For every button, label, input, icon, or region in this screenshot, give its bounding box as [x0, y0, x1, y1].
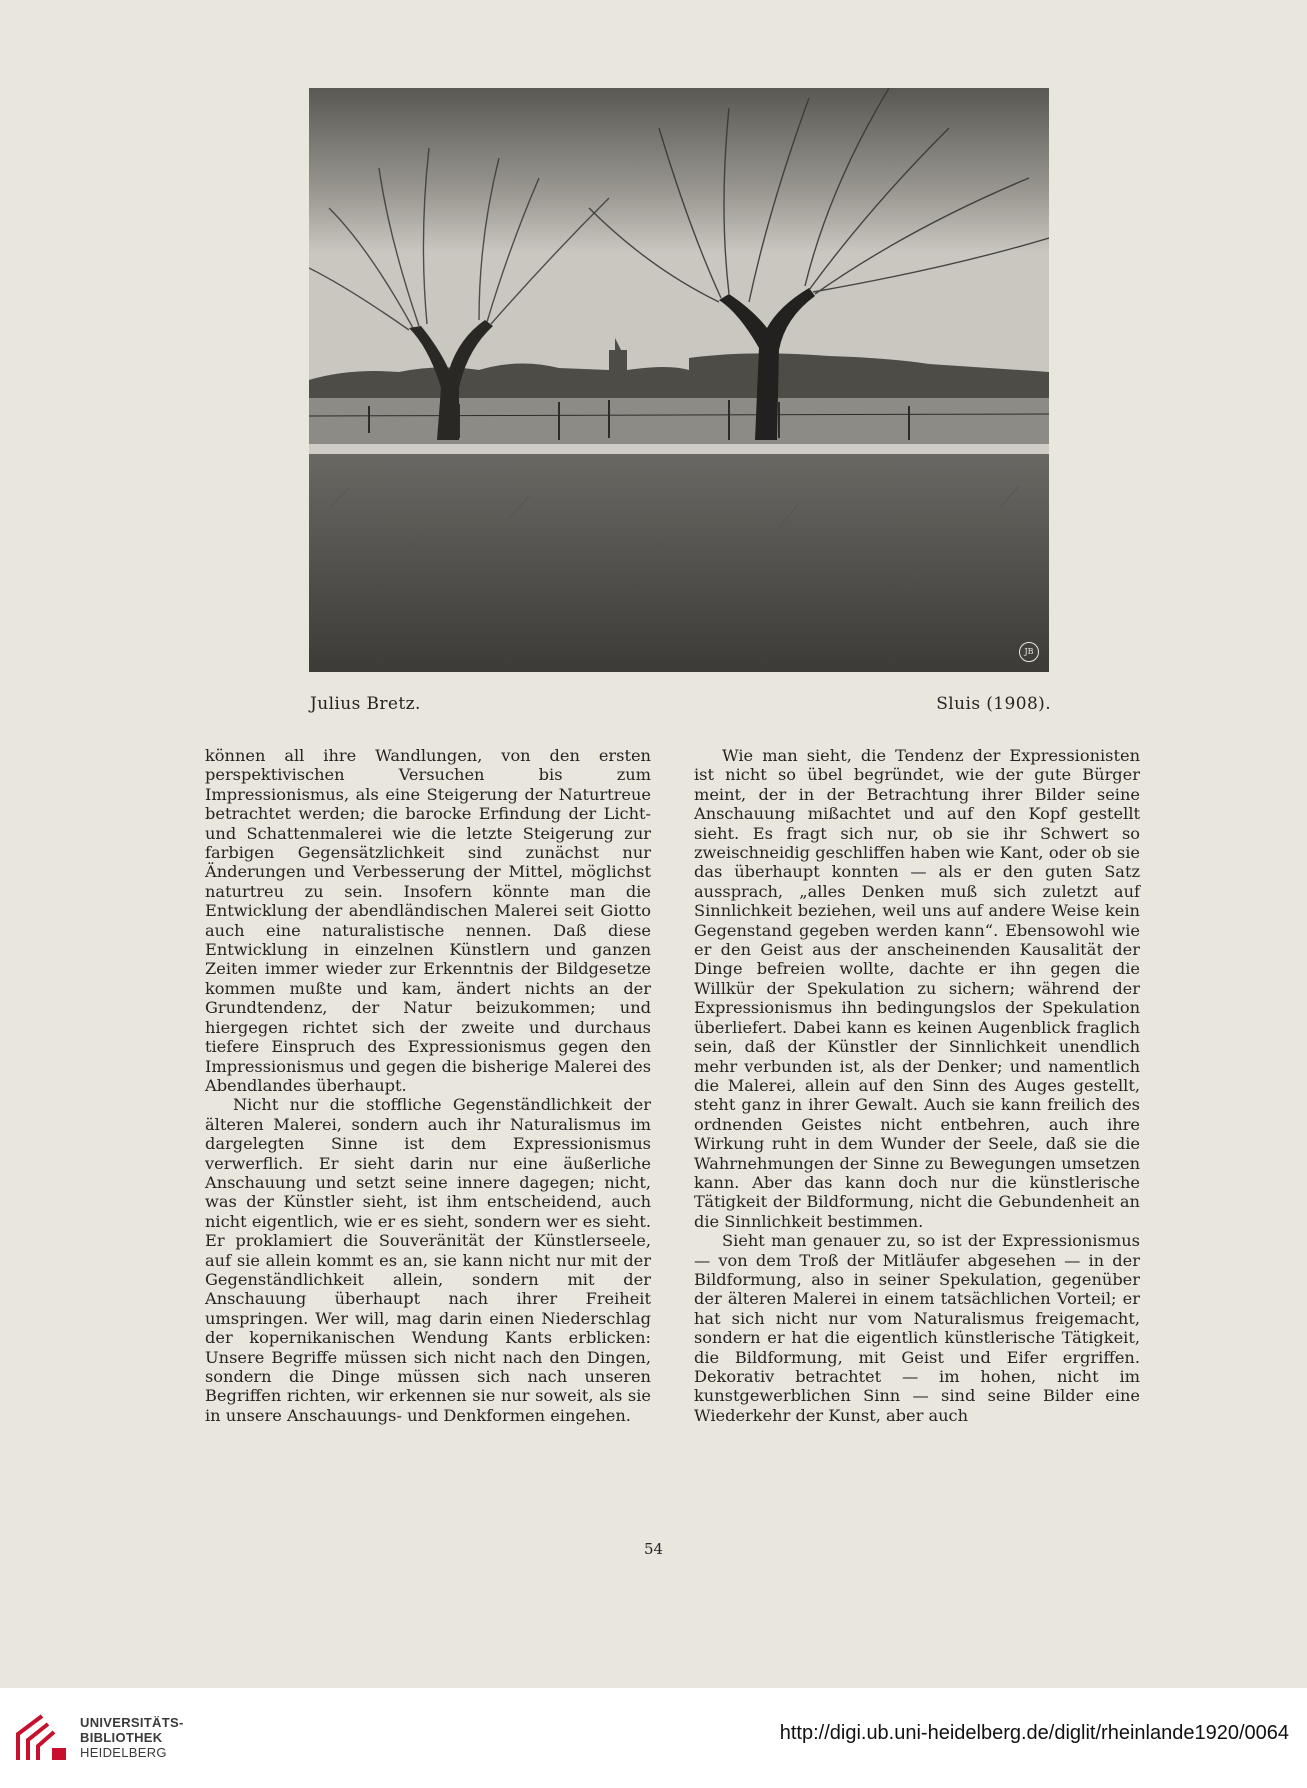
source-url-link[interactable]: http://digi.ub.uni-heidelberg.de/diglit/rheinlande1920/0064 — [779, 1722, 1289, 1744]
text-column-right — [694, 746, 1140, 1425]
landscape-illustration — [309, 88, 1049, 672]
paragraph: Nicht nur die stoffliche Gegenständlichkeit der älteren Malerei, sondern auch ihr Naturalismus im dargelegten Sinne ist dem Expressionismus verwerflich. Er sieht darin nur eine äußerliche Anschauung und setzt seine innere dagegen; nicht, was der Künstler sieht, ist ihm entscheidend, auch nicht eigentlich, wie er es sieht, sondern wer es sieht. Er proklamiert die Souveränität der Künstlerseele, auf sie allein kommt es an, sie kann nicht nur mit der Gegenständlichkeit allein, sondern mit der Anschauung überhaupt nach ihrer Freiheit umspringen. Wer will, mag darin einen Niederschlag der kopernikanischen Wendung Kants erblicken: Unsere Begriffe müssen sich nicht nach den Dingen, sondern die Dinge müssen sich nach unseren Begriffen richten, wir erkennen sie nur soweit, als sie in unsere Anschauungs- und Denkformen eingehen. — [205, 1095, 651, 1425]
digitization-footer — [0, 1688, 1307, 1788]
paragraph: können all ihre Wandlungen, von den ersten perspektivischen Versuchen bis zum Impressionismus, als eine Steigerung der Naturtreue betrachtet werden; die barocke Erfindung der Licht- und Schattenmalerei wie die letzte Steigerung zur farbigen Gegensätzlichkeit sind zunächst nur Änderungen und Verbesserung der Mittel, möglichst naturtreu zu sein. Insofern könnte man die Entwicklung der abendländischen Malerei seit Giotto auch eine naturalistische nennen. Daß diese Entwicklung in einzelnen Künstlern und ganzen Zeiten immer wieder zur Erkenntnis der Bildgesetze kommen mußte und kam, ändert nichts an der Grundtendenz, der Natur beizukommen; und hiergegen richtet sich der zweite und durchaus tiefere Einspruch des Expressionismus gegen den Impressionismus und gegen die bisherige Malerei des Abendlandes überhaupt. — [205, 746, 651, 1095]
artist-monogram: JB — [1019, 642, 1039, 662]
caption-title: Sluis (1908). — [936, 694, 1051, 714]
paragraph: Sieht man genauer zu, so ist der Expressionismus — von dem Troß der Mitläufer abgesehen — in der Bildformung, also in seiner Spekulation, gegenüber der älteren Malerei in einem tatsächlichen Vorteil; er hat sich nicht nur vom Naturalismus freigemacht, sondern er hat die eigentlich künstlerische Tätigkeit, die Bildformung, mit Geist und Eifer ergriffen. Dekorativ betrachtet — im hohen, nicht im kunstgewerblichen Sinn — sind seine Bilder eine Wiederkehr der Kunst, aber auch — [694, 1231, 1140, 1425]
text-column-left — [205, 746, 651, 1425]
willow-trees-painting — [309, 88, 1049, 672]
library-name: UNIVERSITÄTS- BIBLIOTHEK HEIDELBERG — [80, 1715, 184, 1760]
page-number: 54 — [643, 1540, 664, 1558]
caption-artist: Julius Bretz. — [310, 694, 421, 714]
paragraph: Wie man sieht, die Tendenz der Expressionisten ist nicht so übel begründet, wie der gute Bürger meint, der in der Betrachtung ihrer Bilder seine Anschauung mißachtet und auf den Kopf gestellt sieht. Es fragt sich nur, ob sie ihr Schwert so zweischneidig geschliffen haben wie Kant, oder ob sie das überhaupt konnten — als er den guten Satz aussprach, „alles Denken muß sich zuletzt auf Sinnlichkeit beziehen, weil uns auf andere Weise kein Gegenstand gegeben werden kann“. Ebensowohl wie er den Geist aus der anscheinenden Kausalität der Dinge befreien wollte, dachte er ihn gegen die Willkür der Spekulation zu sichern; während der Expressionismus ihn bedingungslos der Spekulation überliefert. Dabei kann es keinen Augenblick fraglich sein, daß der Künstler der Sinnlichkeit unendlich mehr verbunden ist, als der Denker; und namentlich die Malerei, allein auf den Sinn des Auges gestellt, steht ganz in ihrer Gewalt. Auch sie kann freilich des ordnenden Geistes nicht entbehren, auch ihre Wirkung ruht in dem Wunder der Seele, daß sie die Wahrnehmungen der Sinne zu Bewegungen umsetzen kann. Aber das kann doch nur die künstlerische Tätigkeit der Bildformung, nicht die Gebundenheit an die Sinnlichkeit bestimmen. — [694, 746, 1140, 1231]
university-library-logo-icon — [12, 1710, 72, 1766]
